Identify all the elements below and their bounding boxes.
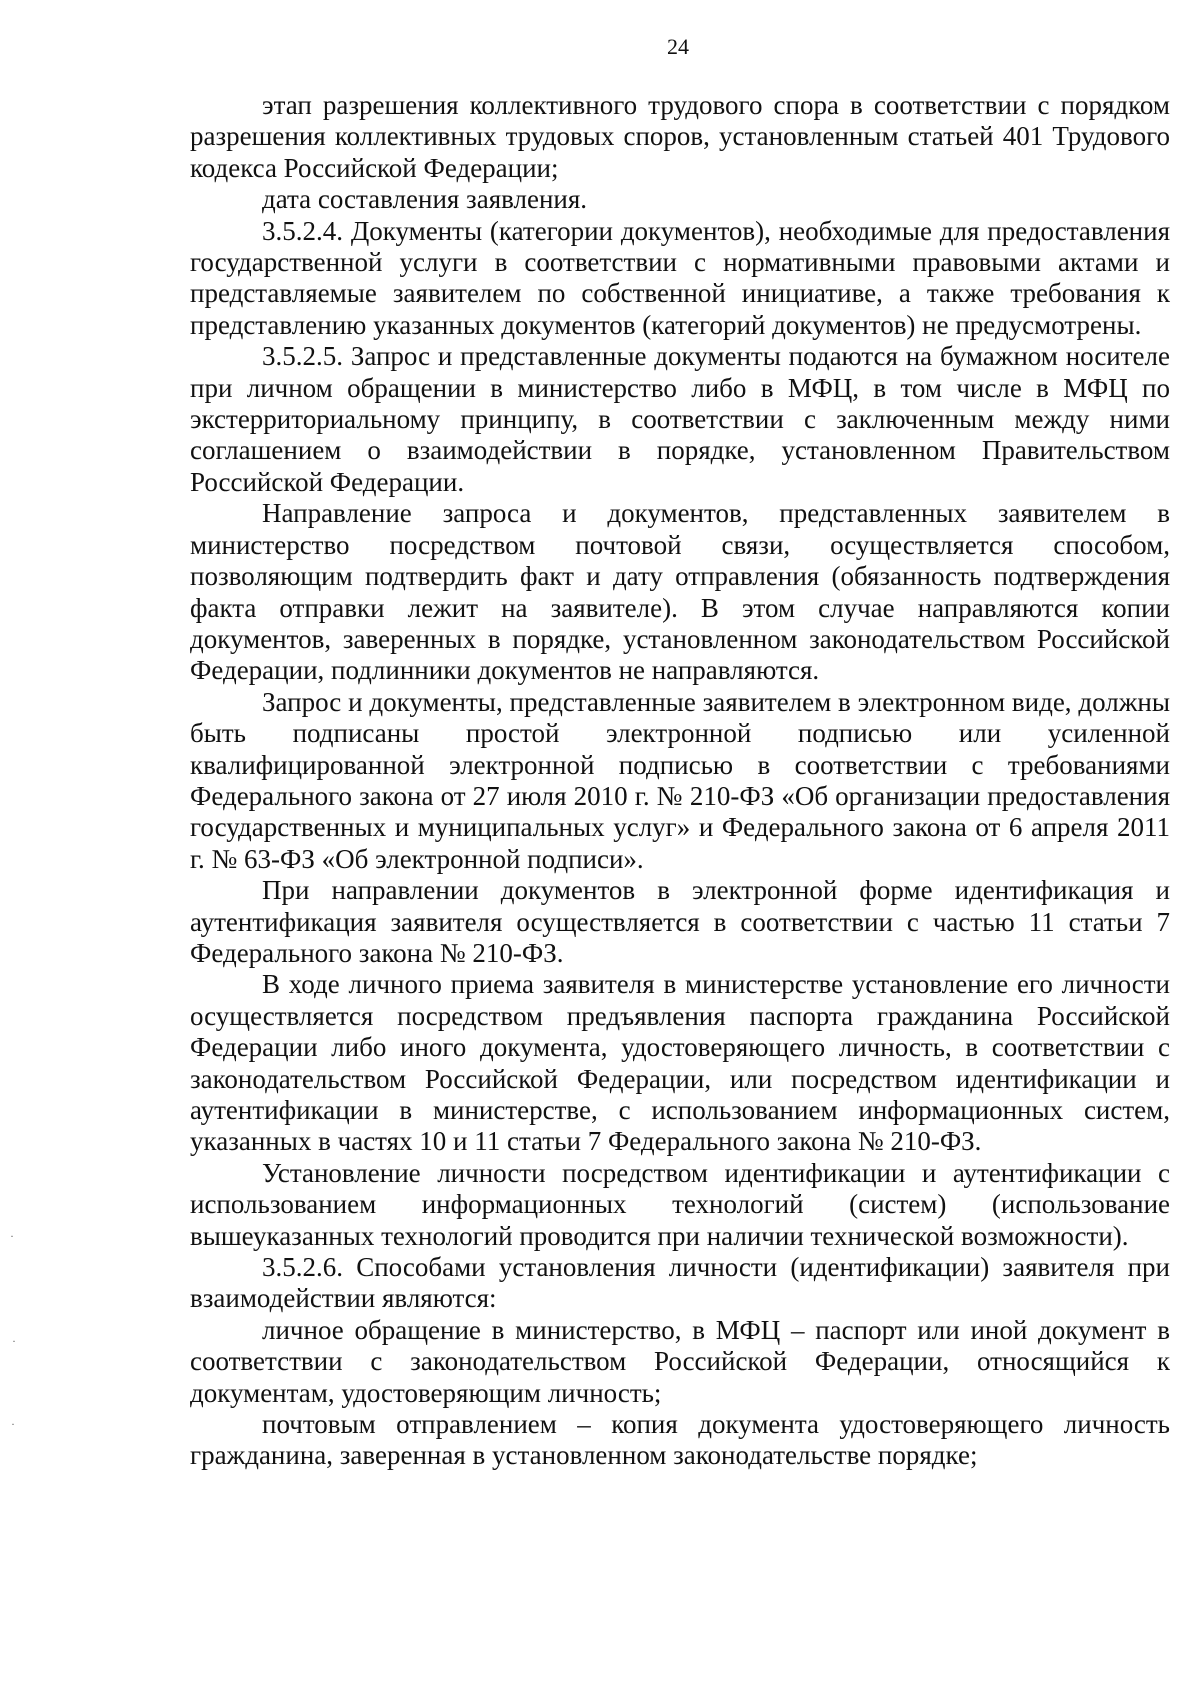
paragraph-postal-submission: Направление запроса и документов, представленных заявителем в министерство посредством почтовой связи, осуществляется способом, позволяющим подтвердить факт и дату отправления (обязанность подтверждения факта отправки лежит на заявителе). В этом случае направляются копии документов, заверенных в порядке, установленном законодательством Российской Федерации, подлинники документов не направляются. [190,498,1170,686]
paragraph-dispute-stage: этап разрешения коллективного трудового спора в соответствии с порядком разрешения коллективных трудовых споров, установленным статьей 401 Трудового кодекса Российской Федерации; [190,90,1170,183]
paragraph-3-5-2-6: 3.5.2.6. Способами установления личности (идентификации) заявителя при взаимодействии являются: [190,1252,1170,1314]
scan-speck: · [12,1334,16,1348]
paragraph-electronic-identification: При направлении документов в электронной форме идентификация и аутентификация заявителя осуществляется в соответствии с частью 11 статьи 7 Федерального закона № 210-ФЗ. [190,875,1170,968]
paragraph-personal-visit-method: личное обращение в министерство, в МФЦ – паспорт или иной документ в соответствии с законодательством Российской Федерации, относящийся к документам, удостоверяющим личность; [190,1314,1170,1408]
paragraph-3-5-2-4: 3.5.2.4. Документы (категории документов), необходимые для предоставления государственной услуги в соответствии с нормативными правовыми актами и представляемые заявителем по собственной инициативе, а также требования к представлению указанных документов (категорий документов) не предусмотрены. [190,215,1170,340]
scan-speck: · [11,1417,15,1431]
page-number: 24 [667,34,689,59]
paragraph-personal-reception: В ходе личного приема заявителя в министерстве установление его личности осуществляется посредством предъявления паспорта гражданина Российской Федерации либо иного документа, удостоверяющего личность, в соответствии с законодательством Российской Федерации, или посредством идентификации и аутентификации в министерстве, с использованием информационных систем, указанных в частях 10 и 11 статьи 7 Федерального закона № 210-ФЗ. [190,969,1170,1157]
paragraph-application-date: дата составления заявления. [262,184,588,215]
paragraph-identity-technologies: Установление личности посредством идентификации и аутентификации с использованием информационных технологий (систем) (использование вышеуказанных технологий проводится при наличии технической возможности). [190,1157,1170,1251]
paragraph-electronic-signature: Запрос и документы, представленные заявителем в электронном виде, должны быть подписаны простой электронной подписью или усиленной квалифицированной электронной подписью в соответствии с требованиями Федерального закона от 27 июля 2010 г. № 210-ФЗ «Об организации предоставления государственных и муниципальных услуг» и Федерального закона от 6 апреля 2011 г. № 63-ФЗ «Об электронной подписи». [190,686,1170,874]
scan-speck: · [10,1229,14,1243]
paragraph-postal-method: почтовым отправлением – копия документа удостоверяющего личность гражданина, заверенная в установленном законодательстве порядке; [190,1409,1170,1471]
paragraph-3-5-2-5: 3.5.2.5. Запрос и представленные документы подаются на бумажном носителе при личном обращении в министерство либо в МФЦ, в том числе в МФЦ по экстерриториальному принципу, в соответствии с заключенным между ними соглашением о взаимодействии в порядке, установленном Правительством Российской Федерации. [190,341,1170,497]
document-body [190,90,1170,1472]
